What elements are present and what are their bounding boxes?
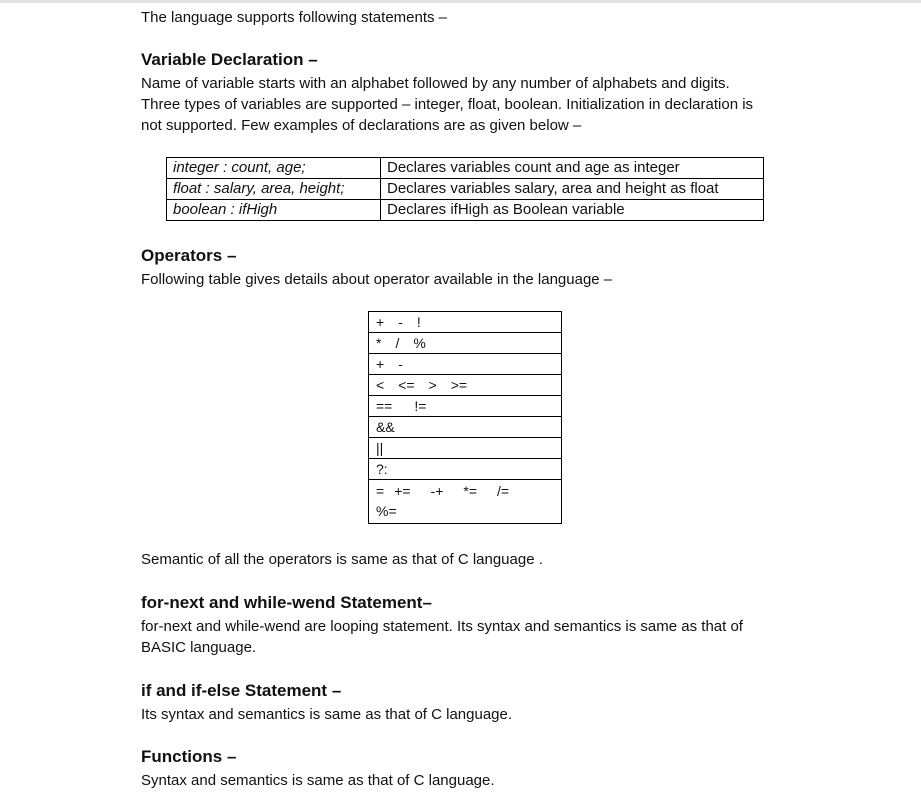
table-row <box>369 480 562 524</box>
variable-declaration-heading: Variable Declaration – <box>141 50 318 69</box>
paragraph-line: for-next and while-wend are looping statement. Its syntax and semantics is same as that of <box>141 618 743 635</box>
table-row <box>369 354 562 375</box>
declaration-code-cell: float : salary, area, height; <box>167 179 381 200</box>
operator-cell <box>369 312 562 333</box>
operator: - <box>398 356 403 372</box>
operator-cell: || <box>369 438 562 459</box>
operator: <= <box>398 377 415 393</box>
intro-text: The language supports following statements – <box>141 9 448 26</box>
declaration-description-cell: Declares variables salary, area and height as float <box>381 179 764 200</box>
table-row <box>369 312 562 333</box>
if-else-paragraph: Its syntax and semantics is same as that of C language. <box>141 706 513 723</box>
operator: += <box>394 483 411 499</box>
functions-heading: Functions – <box>141 747 237 766</box>
operator: >= <box>450 377 468 393</box>
table-row <box>167 179 764 200</box>
operators-paragraph: Following table gives details about operator available in the language – <box>141 271 613 288</box>
operator: /= <box>497 483 510 499</box>
operator-cell <box>369 354 562 375</box>
declaration-description-cell: Declares ifHigh as Boolean variable <box>381 200 764 221</box>
functions-paragraph: Syntax and semantics is same as that of C language. <box>141 772 495 789</box>
table-row <box>369 333 562 354</box>
operator: == <box>376 398 393 414</box>
operator-cell <box>369 480 562 524</box>
variable-declaration-paragraph <box>141 73 811 136</box>
table-row <box>167 200 764 221</box>
operator-line <box>376 501 554 521</box>
table-row <box>369 459 562 480</box>
operator: > <box>428 377 437 393</box>
operator: != <box>414 398 427 414</box>
paragraph-line: BASIC language. <box>141 639 257 656</box>
operator: + <box>376 314 385 330</box>
operator: = <box>376 483 385 499</box>
if-else-heading: if and if-else Statement – <box>141 681 342 700</box>
operator: * <box>376 335 382 351</box>
operator: % <box>413 335 426 351</box>
operator-cell <box>369 396 562 417</box>
operator: *= <box>463 483 478 499</box>
table-row <box>369 375 562 396</box>
operator: + <box>376 356 385 372</box>
table-row <box>369 417 562 438</box>
declaration-description-cell: Declares variables count and age as integer <box>381 158 764 179</box>
operator: - <box>398 314 403 330</box>
table-row <box>167 158 764 179</box>
table-row <box>369 396 562 417</box>
operator-cell <box>369 333 562 354</box>
operator: < <box>376 377 385 393</box>
declaration-examples-table <box>166 157 764 221</box>
paragraph-line: Name of variable starts with an alphabet followed by any number of alphabets and digits. <box>141 75 730 92</box>
operators-table <box>368 311 562 524</box>
operator: -+ <box>430 483 444 499</box>
paragraph-line: not supported. Few examples of declarations are as given below – <box>141 117 582 134</box>
table-row <box>369 438 562 459</box>
page-top-border <box>0 0 921 3</box>
paragraph-line: Three types of variables are supported – integer, float, boolean. Initialization in declaration is <box>141 96 754 113</box>
operator: ! <box>416 314 421 330</box>
operator: %= <box>376 503 397 519</box>
operator: / <box>395 335 400 351</box>
operator-line <box>376 481 554 501</box>
operators-semantic-text: Semantic of all the operators is same as that of C language . <box>141 551 543 568</box>
operator-cell <box>369 375 562 396</box>
declaration-code-cell: integer : count, age; <box>167 158 381 179</box>
for-next-heading: for-next and while-wend Statement– <box>141 593 432 612</box>
declaration-code-cell: boolean : ifHigh <box>167 200 381 221</box>
operator-cell: && <box>369 417 562 438</box>
for-next-paragraph <box>141 616 811 658</box>
operators-heading: Operators – <box>141 246 237 265</box>
operator-cell: ?: <box>369 459 562 480</box>
